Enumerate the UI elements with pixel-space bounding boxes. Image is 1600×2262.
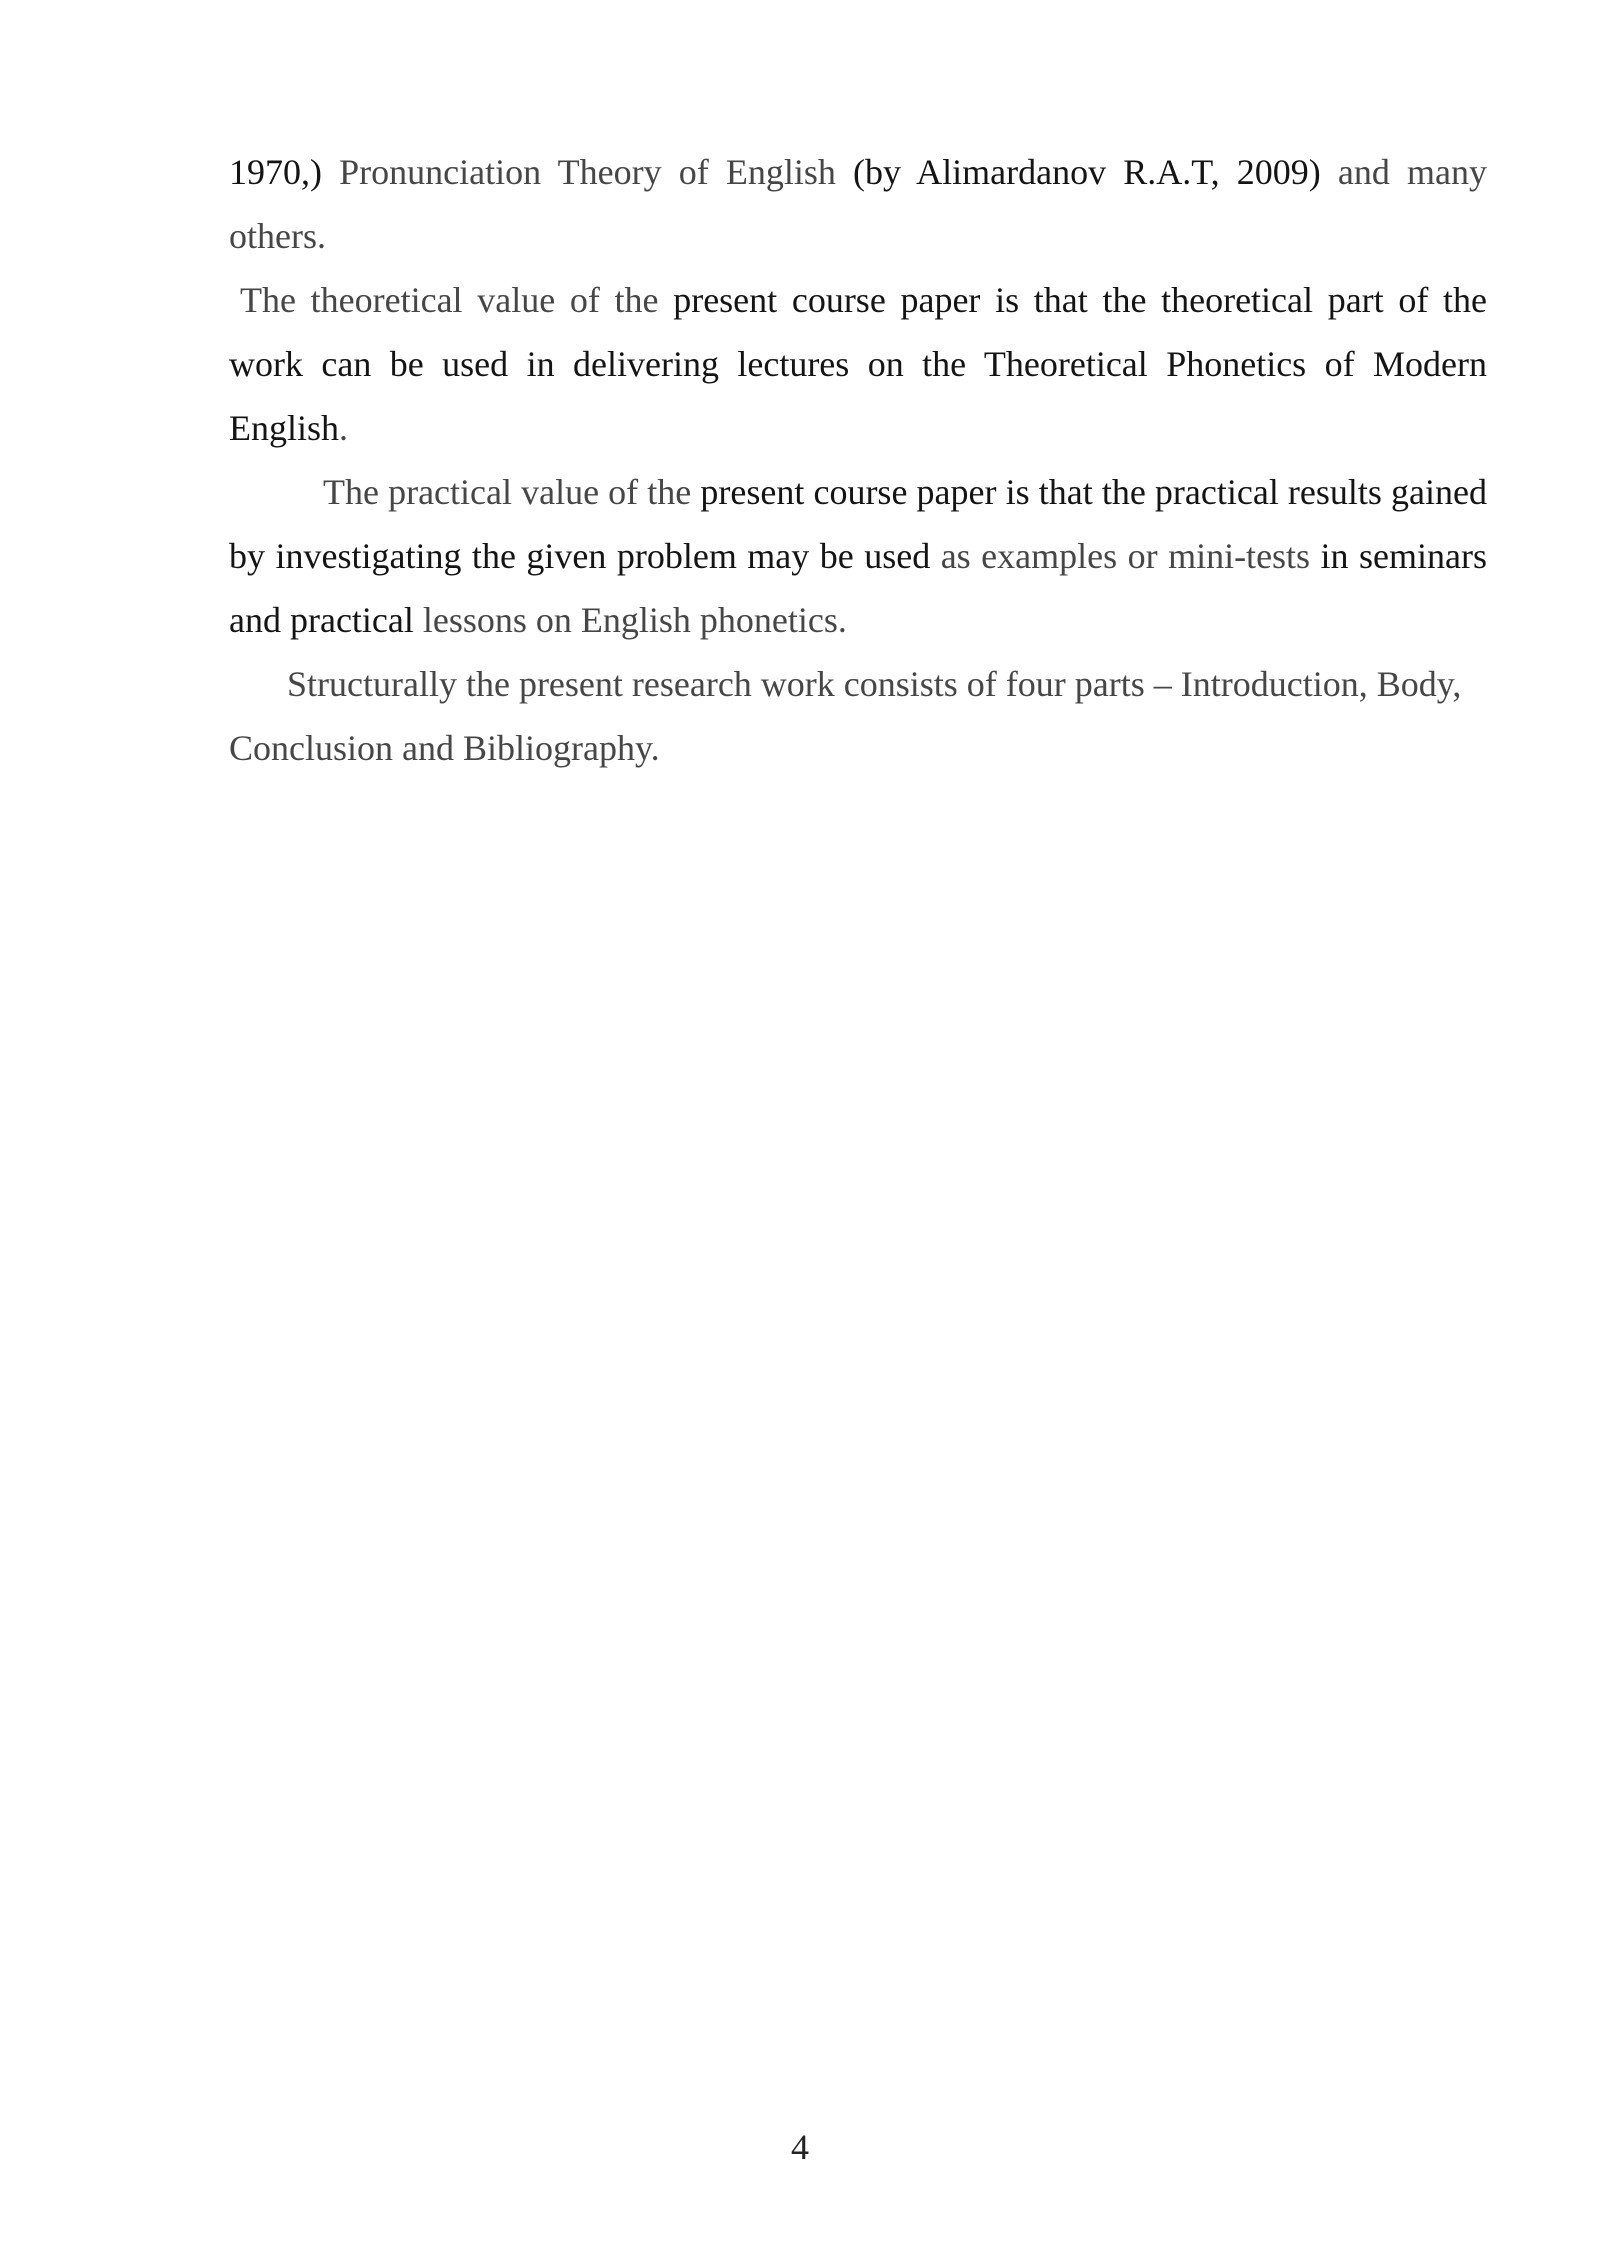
paragraph-theoretical-value bbox=[229, 268, 1487, 460]
text-segment: (by Alimardanov R.A.T, 2009) bbox=[853, 152, 1338, 192]
paragraph-references-continued bbox=[229, 140, 1487, 268]
text-segment: and many others. bbox=[229, 152, 1487, 256]
text-segment: 1970,) bbox=[229, 152, 340, 192]
text-segment: in seminars and practical bbox=[229, 536, 1487, 640]
text-segment: as examples or mini-tests bbox=[940, 536, 1321, 576]
body-text bbox=[229, 140, 1487, 780]
text-segment: present course paper is that the practical results gained by investigating the given problem may be used bbox=[229, 472, 1487, 576]
text-segment: Structurally the present research work consists of four parts – Introduction, Body, Conclusion and Bibliography. bbox=[229, 664, 1462, 768]
text-segment: . bbox=[339, 408, 349, 448]
text-segment: Pronunciation Theory of English bbox=[339, 152, 853, 192]
page-number: 4 bbox=[791, 2127, 809, 2167]
text-segment: The practical value of the bbox=[323, 472, 701, 512]
text-segment: present course paper is that the theoretical part of the work can be used in delivering lectures on the Theoretical Phonetics of Modern English bbox=[229, 280, 1487, 448]
text-segment: lessons on English phonetics. bbox=[422, 600, 847, 640]
paragraph-practical-value bbox=[229, 460, 1487, 652]
text-segment: The theoretical value of the bbox=[240, 280, 674, 320]
paragraph-structure bbox=[229, 652, 1487, 780]
